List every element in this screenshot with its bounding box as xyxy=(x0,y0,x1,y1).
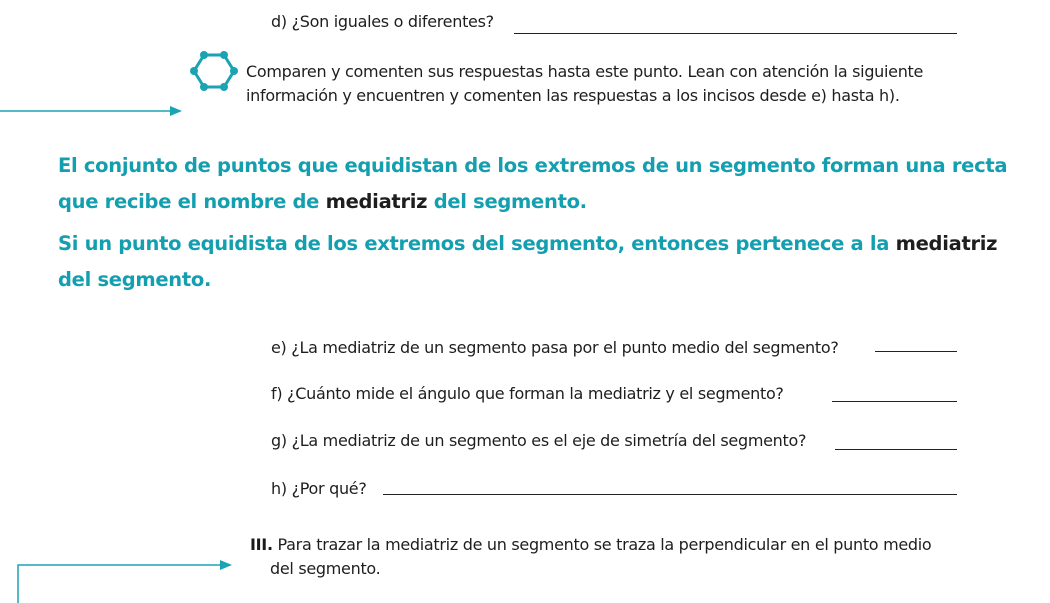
section-iii-text: Para trazar la mediatriz de un segmento se traza la perpendicular en el punto medio xyxy=(272,535,932,554)
arrow-corner-right-icon xyxy=(10,556,235,603)
answer-line-d[interactable] xyxy=(514,33,957,34)
answer-line-f[interactable] xyxy=(832,401,957,402)
definition-term-mediatriz: mediatriz xyxy=(325,190,428,213)
instruction-line-2: información y encuentren y comenten las respuestas a los incisos desde e) hasta h). xyxy=(246,86,900,105)
instruction-text xyxy=(246,60,1026,108)
definition-p1-line2 xyxy=(58,184,1018,220)
question-h: h) ¿Por qué? xyxy=(271,479,367,498)
definition-p1-post: del segmento. xyxy=(427,190,587,213)
definition-p1-line1: El conjunto de puntos que equidistan de los extremos de un segmento forman una recta xyxy=(58,154,1008,177)
question-d: d) ¿Son iguales o diferentes? xyxy=(271,12,494,31)
instruction-line-1: Comparen y comenten sus respuestas hasta este punto. Lean con atención la siguiente xyxy=(246,62,924,81)
section-iii-line2: del segmento. xyxy=(270,559,381,578)
definition-block xyxy=(58,148,1018,298)
section-numeral: III. xyxy=(250,535,273,554)
section-iii-line1 xyxy=(250,533,1030,557)
answer-line-g[interactable] xyxy=(835,449,957,450)
answer-line-e[interactable] xyxy=(875,351,957,352)
definition-p1-pre: que recibe el nombre de xyxy=(58,190,326,213)
definition-p2-line1 xyxy=(58,226,1018,262)
definition-p2-line2: del segmento. xyxy=(58,268,212,291)
definition-p2-pre: Si un punto equidista de los extremos del segmento, entonces pertenece a la xyxy=(58,232,896,255)
question-e: e) ¿La mediatriz de un segmento pasa por el punto medio del segmento? xyxy=(271,338,839,357)
answer-line-h[interactable] xyxy=(383,494,957,495)
definition-term-mediatriz-2: mediatriz xyxy=(895,232,998,255)
section-iii xyxy=(250,533,1030,581)
question-f: f) ¿Cuánto mide el ángulo que forman la mediatriz y el segmento? xyxy=(271,384,784,403)
arrow-right-icon xyxy=(0,104,185,118)
team-hexagon-icon xyxy=(190,50,238,92)
question-g: g) ¿La mediatriz de un segmento es el eje de simetría del segmento? xyxy=(271,431,807,450)
